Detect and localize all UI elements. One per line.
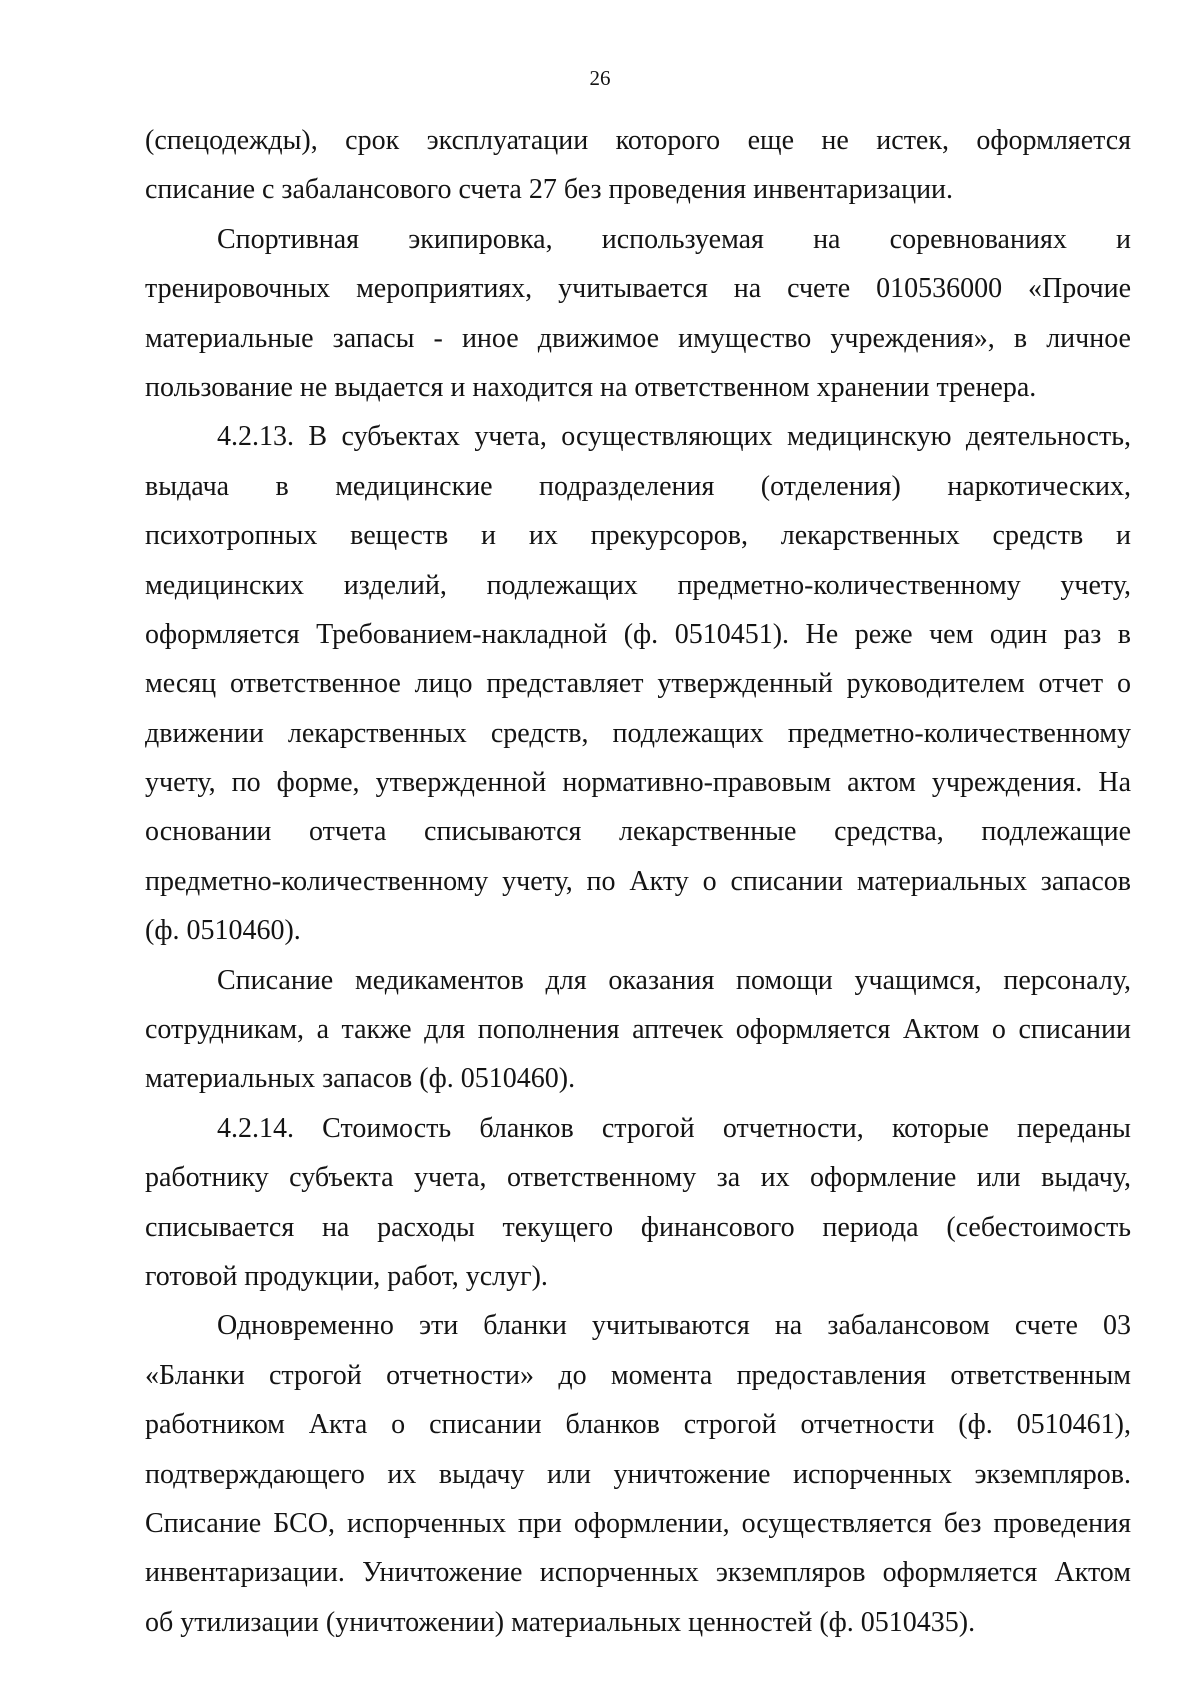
text-line: Списание БСО, испорченных при оформлении, осуществляется без проведения bbox=[145, 1507, 1131, 1539]
page-number: 26 bbox=[589, 66, 611, 90]
text-line: Спортивная экипировка, используемая на соревнованиях и bbox=[217, 223, 1131, 255]
text-line: 4.2.14. Стоимость бланков строгой отчетности, которые переданы bbox=[217, 1112, 1131, 1144]
paragraph-4-2-13 bbox=[145, 412, 1131, 955]
text-line: учету, по форме, утвержденной нормативно-правовым актом учреждения. На bbox=[145, 767, 1131, 799]
text-line: пользование не выдается и находится на ответственном хранении тренера. bbox=[145, 371, 1037, 403]
text-line: работником Акта о списании бланков строгой отчетности (ф. 0510461), bbox=[145, 1409, 1131, 1441]
text-line: выдача в медицинские подразделения (отделения) наркотических, bbox=[145, 470, 1131, 502]
paragraph-workwear-writeoff bbox=[145, 116, 1131, 215]
text-line: основании отчета списываются лекарственные средства, подлежащие bbox=[145, 816, 1131, 848]
text-line: об утилизации (уничтожении) материальных ценностей (ф. 0510435). bbox=[145, 1606, 976, 1638]
text-line: материальных запасов (ф. 0510460). bbox=[145, 1063, 576, 1095]
document-body bbox=[145, 116, 1131, 1647]
text-line: подтверждающего их выдачу или уничтожение испорченных экземпляров. bbox=[145, 1458, 1131, 1490]
text-line: материальные запасы - иное движимое имущество учреждения», в личное bbox=[145, 322, 1131, 354]
text-line: (ф. 0510460). bbox=[145, 915, 301, 947]
text-line: тренировочных мероприятиях, учитывается на счете 010536000 «Прочие bbox=[145, 273, 1131, 305]
text-line: 4.2.13. В субъектах учета, осуществляющих медицинскую деятельность, bbox=[217, 421, 1131, 453]
text-line: Одновременно эти бланки учитываются на забалансовом счете 03 bbox=[217, 1310, 1131, 1342]
text-line: работнику субъекта учета, ответственному за их оформление или выдачу, bbox=[145, 1162, 1131, 1194]
paragraph-medicines-writeoff bbox=[145, 956, 1131, 1104]
text-line: списание с забалансового счета 27 без проведения инвентаризации. bbox=[145, 174, 954, 206]
text-line: (спецодежды), срок эксплуатации которого еще не истек, оформляется bbox=[145, 125, 1131, 156]
paragraph-4-2-14 bbox=[145, 1104, 1131, 1302]
paragraph-strict-forms-offbalance bbox=[145, 1301, 1131, 1647]
text-line: предметно-количественному учету, по Акту о списании материальных запасов bbox=[145, 865, 1131, 897]
text-line: инвентаризации. Уничтожение испорченных экземпляров оформляется Актом bbox=[145, 1557, 1131, 1589]
text-line: психотропных веществ и их прекурсоров, лекарственных средств и bbox=[145, 520, 1131, 552]
text-line: медицинских изделий, подлежащих предметно-количественному учету, bbox=[145, 569, 1131, 601]
text-line: оформляется Требованием-накладной (ф. 0510451). Не реже чем один раз в bbox=[145, 618, 1131, 650]
paragraph-sports-equipment bbox=[145, 215, 1131, 413]
text-line: сотрудникам, а также для пополнения аптечек оформляется Актом о списании bbox=[145, 1014, 1131, 1046]
text-line: месяц ответственное лицо представляет утвержденный руководителем отчет о bbox=[145, 668, 1131, 700]
text-line: готовой продукции, работ, услуг). bbox=[145, 1260, 548, 1292]
text-line: списывается на расходы текущего финансового периода (себестоимость bbox=[145, 1211, 1131, 1243]
text-line: движении лекарственных средств, подлежащих предметно-количественному bbox=[145, 717, 1131, 749]
text-line: «Бланки строгой отчетности» до момента предоставления ответственным bbox=[145, 1359, 1131, 1391]
text-line: Списание медикаментов для оказания помощи учащимся, персоналу, bbox=[217, 964, 1131, 996]
